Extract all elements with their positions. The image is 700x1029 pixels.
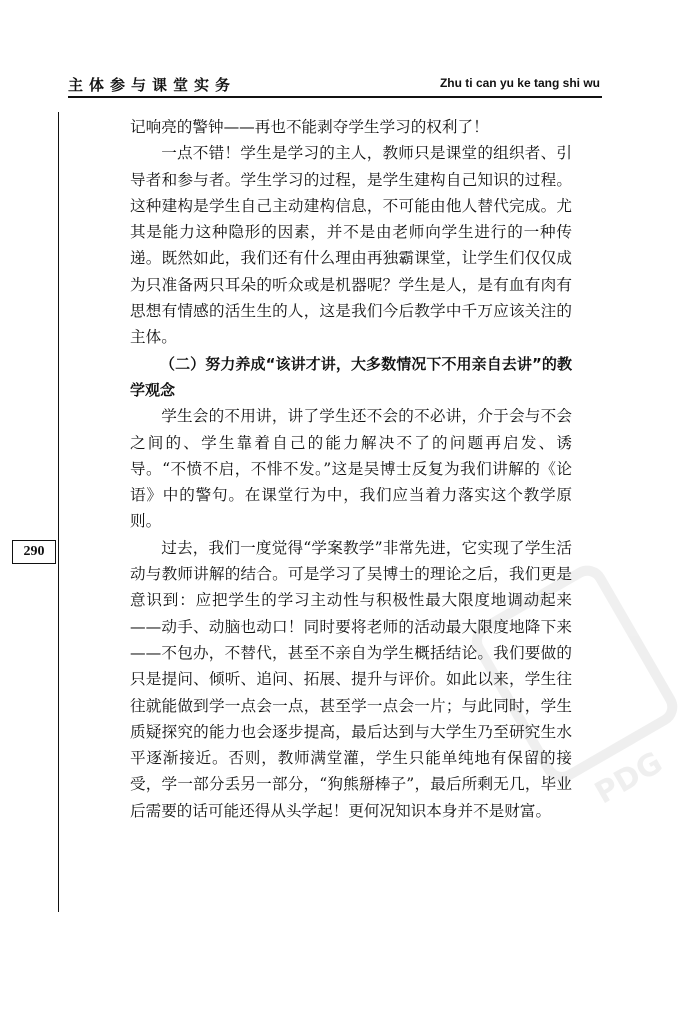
paragraph: 学生会的不用讲，讲了学生还不会的不必讲，介于会与不会之间的、学生靠着自己的能力解决不了的问题再启发、诱导。“不愤不启，不悱不发。”这是吴博士反复为我们讲解的《论语》中的警句。在课堂行为中，我们应当着力落实这个教学原则。 bbox=[130, 407, 572, 531]
left-margin-rule bbox=[58, 112, 59, 912]
watermark-text: PDG bbox=[589, 745, 669, 812]
paragraph-continued: 记响亮的警钟——再也不能剥夺学生学习的权利了！ bbox=[130, 118, 489, 136]
paragraph: 过去，我们一度觉得“学案教学”非常先进，它实现了学生活动与教师讲解的结合。可是学习了吴博士的理论之后，我们更是意识到：应把学生的学习主动性与积极性最大限度地调动起来——动手、动脑也动口！同时要将老师的活动最大限度地降下来——不包办，不替代，甚至不亲自为学生概括结论。我们要做的只是提问、倾听、追问、拓展、提升与评价。如此以来，学生往往就能做到学一点会一点，甚至学一点会一片；与此同时，学生质疑探究的能力也会逐步提高，最后达到与大学生乃至研究生水平逐渐接近。否则，教师满堂灌，学生只能单纯地有保留的接受，学一部分丢另一部分，“狗熊掰棒子”，最后所剩无几，毕业后需要的话可能还得从头学起！更何况知识本身并不是财富。 bbox=[130, 538, 572, 820]
header-title-chinese: 主体参与课堂实务 bbox=[68, 76, 237, 94]
page-number: 290 bbox=[12, 540, 56, 564]
paragraph: 一点不错！学生是学习的主人，教师只是课堂的组织者、引导者和参与者。学生学习的过程，是学生建构自己知识的过程。这种建构是学生自己主动建构信息，不可能由他人替代完成。尤其是能力这种隐形的因素，并不是由老师向学生进行的一种传递。既然如此，我们还有什么理由再独霸课堂，让学生们仅仅成为只准备两只耳朵的听众或是机器呢？学生是人，是有血有肉有思想有情感的活生生的人，这是我们今后教学中千万应该关注的主体。 bbox=[130, 144, 572, 347]
running-header bbox=[68, 70, 600, 96]
header-title-pinyin: Zhu ti can yu ke tang shi wu bbox=[439, 76, 600, 90]
header-divider bbox=[68, 96, 602, 98]
section-heading: （二）努力养成“该讲才讲，大多数情况下不用亲自去讲”的教学观念 bbox=[130, 354, 572, 399]
